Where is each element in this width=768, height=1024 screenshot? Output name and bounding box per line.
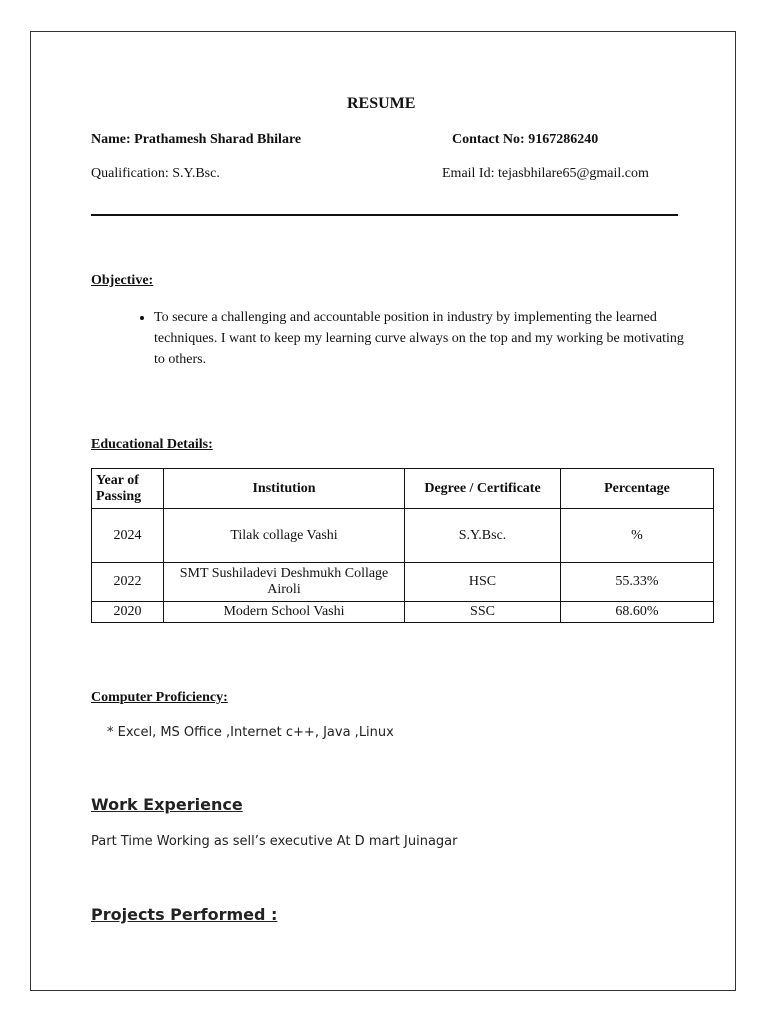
objective-list [131,307,684,370]
cell-percentage: 68.60% [561,602,714,623]
email-line: Email Id: tejasbhilare65@gmail.com [442,166,649,181]
cell-percentage: % [561,509,714,563]
contact-line: Contact No: 9167286240 [452,132,599,147]
cell-degree: HSC [405,563,561,602]
work-text: Part Time Working as sell’s executive At D mart Juinagar [91,834,458,849]
cell-institution: SMT Sushiladevi Deshmukh Collage Airoli [164,563,405,602]
table-row [92,602,714,623]
header-degree: Degree / Certificate [405,469,561,509]
cell-institution: Modern School Vashi [164,602,405,623]
cell-year: 2020 [92,602,164,623]
header-year: Year of Passing [92,469,164,509]
name-line: Name: Prathamesh Sharad Bhilare [91,132,302,147]
objective-point: • To secure a challenging and accountable position in industry by implementing the learned techniques. I want to keep my learning curve always on the top and my working be motivating to others. [154,307,684,370]
qualification-line: Qualification: S.Y.Bsc. [91,166,220,181]
table-row [92,509,714,563]
projects-heading: Projects Performed : [91,905,278,924]
education-table [91,468,714,623]
cell-year: 2022 [92,563,164,602]
cell-institution: Tilak collage Vashi [164,509,405,563]
header-percentage: Percentage [561,469,714,509]
cell-percentage: 55.33% [561,563,714,602]
cell-degree: S.Y.Bsc. [405,509,561,563]
computer-heading: Computer Proficiency: [91,690,228,705]
objective-heading: Objective: [91,273,154,288]
computer-skills: * Excel, MS Office ,Internet c++, Java ,Linux [107,725,394,740]
header-divider [91,214,678,216]
cell-degree: SSC [405,602,561,623]
resume-page [30,31,736,991]
cell-year: 2024 [92,509,164,563]
education-heading: Educational Details: [91,437,213,452]
table-header-row [92,469,714,509]
table-row [92,563,714,602]
work-heading: Work Experience [91,795,243,814]
header-institution: Institution [164,469,405,509]
document-title: RESUME [347,95,416,112]
